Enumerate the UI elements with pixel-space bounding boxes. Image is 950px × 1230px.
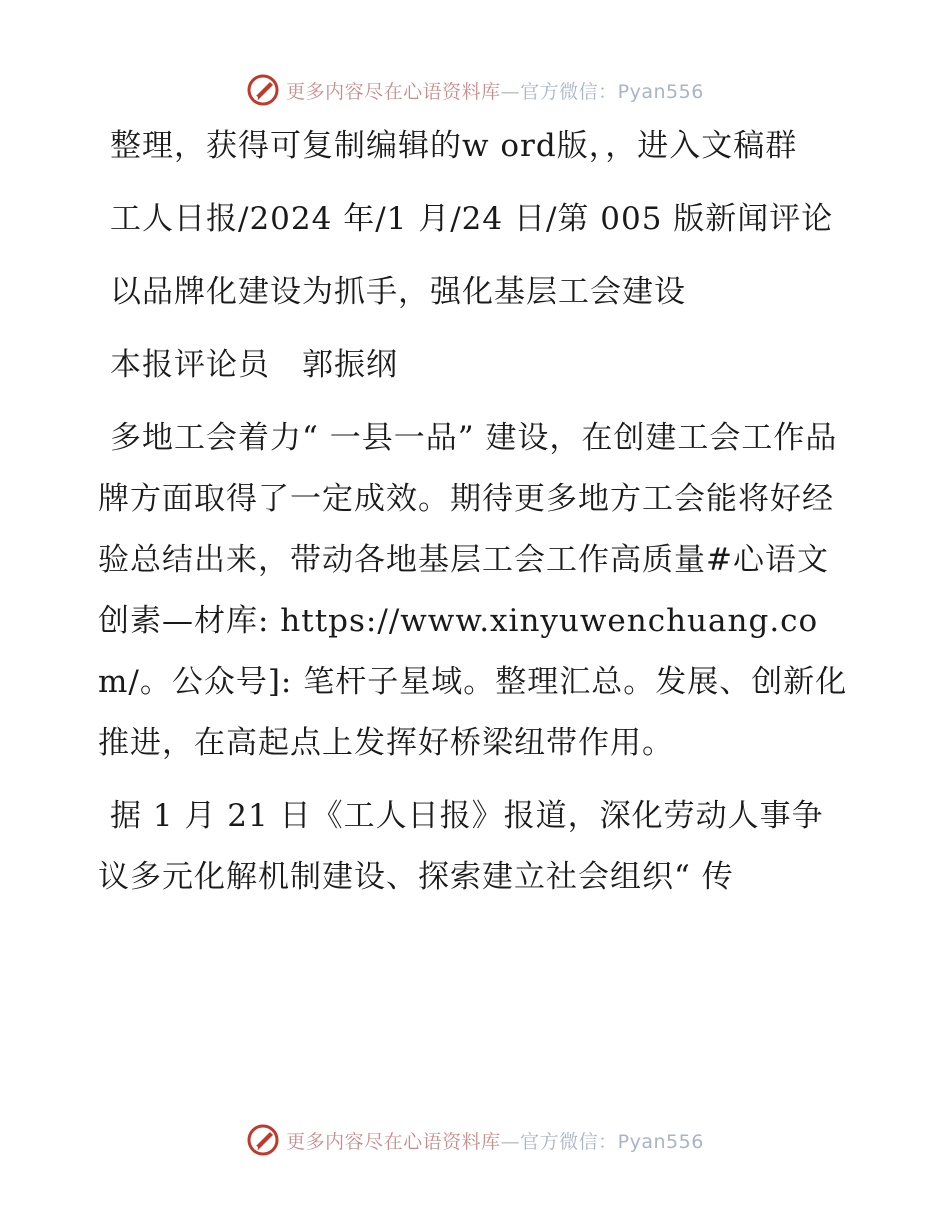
article-title: 以品牌化建设为抓手，强化基层工会建设 xyxy=(110,274,686,310)
pen-logo-icon xyxy=(246,1123,280,1157)
pen-logo-icon xyxy=(246,73,280,107)
watermark-contact: 官方微信：Pyan556 xyxy=(520,80,704,103)
body-paragraph-2: 据 1 月 21 日《工人日报》报道，深化劳动人事争议多元化解机制建设、探索建立社会组织“ 传 xyxy=(98,798,824,895)
watermark-main: 更多内容尽在心语资料库 xyxy=(286,1130,501,1153)
watermark-dash: — xyxy=(500,1130,521,1153)
intro-paragraph: 整理，获得可复制编辑的w ord版，，进入文稿群 xyxy=(110,128,798,164)
watermark-text xyxy=(286,1127,704,1154)
watermark-main: 更多内容尽在心语资料库 xyxy=(286,80,501,103)
watermark-contact: 官方微信：Pyan556 xyxy=(520,1130,704,1153)
body-paragraph-1: 多地工会着力“ 一县一品” 建设，在创建工会工作品牌方面取得了一定成效。期待更多地方工会能将好经验总结出来，带动各地基层工会工作高质量#心语文创素—材库: https://www.xinyuwenchuang.com/。公众号]: 笔杆子星域。整理汇总。发展、创新化推进，在高起点上发挥好桥梁纽带作用。 xyxy=(98,420,848,761)
watermark-text xyxy=(286,77,704,104)
document-body xyxy=(98,116,850,908)
author-line: 本报评论员 郭振纲 xyxy=(110,347,398,383)
watermark-dash: — xyxy=(500,80,521,103)
source-line: 工人日报/2024 年/1 月/24 日/第 005 版新闻评论 xyxy=(110,201,834,237)
header-watermark-banner xyxy=(0,70,950,110)
footer-watermark-banner xyxy=(0,1120,950,1160)
